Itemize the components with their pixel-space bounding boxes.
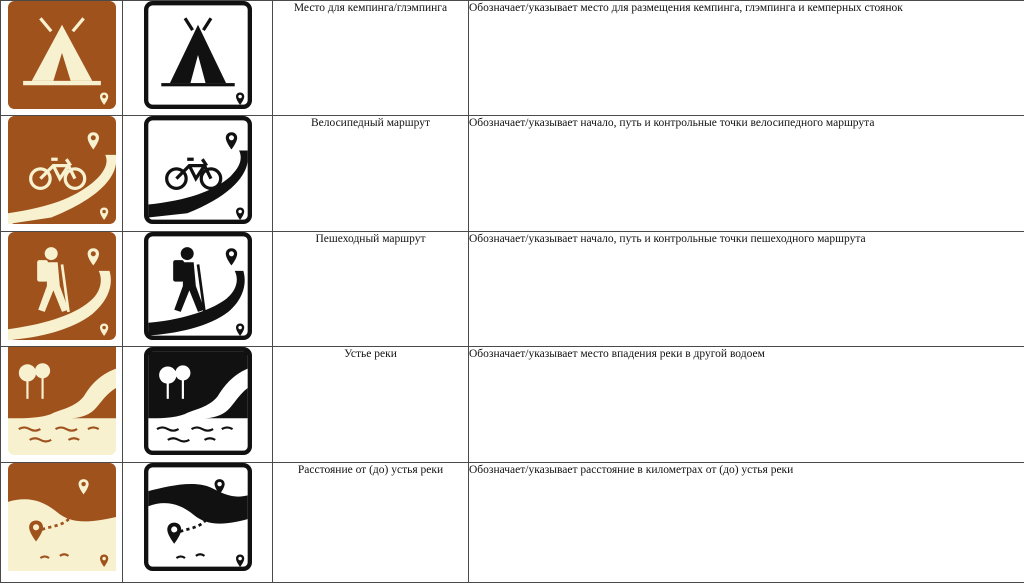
sign-description: Обозначает/указывает расстояние в километрах от (до) устья реки (469, 463, 1024, 583)
river-distance-icon (144, 463, 252, 571)
sign-description: Обозначает/указывает начало, путь и контрольные точки велосипедного маршрута (469, 116, 1024, 232)
table-row (1, 116, 1024, 232)
tent-icon (8, 1, 116, 109)
sign-name: Место для кемпинга/глэмпинга (273, 1, 469, 116)
sign-description: Обозначает/указывает начало, путь и контрольные точки пешеходного маршрута (469, 232, 1024, 347)
brown-sign-cell (1, 232, 123, 347)
brown-sign-cell (1, 347, 123, 463)
table-row (1, 463, 1024, 583)
sign-description: Обозначает/указывает место впадения реки в другой водоем (469, 347, 1024, 463)
brown-sign-cell (1, 1, 123, 116)
sign-name: Пешеходный маршрут (273, 232, 469, 347)
table-row (1, 347, 1024, 463)
table-row (1, 232, 1024, 347)
river-distance-icon (8, 463, 116, 571)
bicycle-icon (144, 116, 252, 224)
bw-sign-cell (123, 116, 273, 232)
sign-description: Обозначает/указывает место для размещения кемпинга, глэмпинга и кемперных стоянок (469, 1, 1024, 116)
table-row (1, 1, 1024, 116)
sign-name: Устье реки (273, 347, 469, 463)
bicycle-icon (8, 116, 116, 224)
tent-icon (144, 1, 252, 109)
bw-sign-cell (123, 1, 273, 116)
sign-name: Велосипедный маршрут (273, 116, 469, 232)
river-mouth-icon (8, 347, 116, 455)
river-mouth-icon (144, 347, 252, 455)
bw-sign-cell (123, 463, 273, 583)
bw-sign-cell (123, 232, 273, 347)
sign-name: Расстояние от (до) устья реки (273, 463, 469, 583)
brown-sign-cell (1, 463, 123, 583)
hiker-icon (144, 232, 252, 340)
brown-sign-cell (1, 116, 123, 232)
bw-sign-cell (123, 347, 273, 463)
hiker-icon (8, 232, 116, 340)
